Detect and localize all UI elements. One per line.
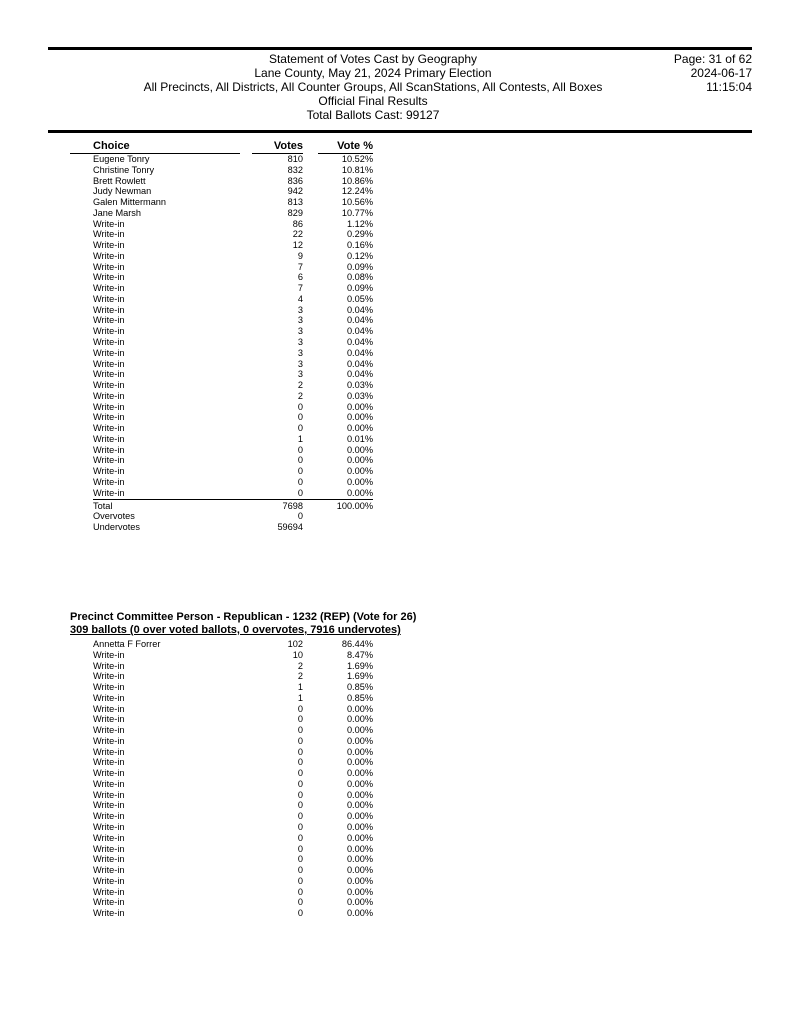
election-name: Lane County, May 21, 2024 Primary Election xyxy=(254,66,492,80)
choice-name: Write-in xyxy=(93,240,125,251)
vote-percent: 0.00% xyxy=(346,412,373,423)
results-status: Official Final Results xyxy=(318,94,428,108)
choice-name: Jane Marsh xyxy=(93,207,142,218)
vote-percent: 0.04% xyxy=(346,358,373,369)
choice-name: Write-in xyxy=(93,875,125,886)
table-row xyxy=(0,348,800,359)
vote-percent: 12.24% xyxy=(341,186,373,197)
choice-name: Write-in xyxy=(93,326,125,337)
table-row xyxy=(0,522,800,533)
table-row xyxy=(0,326,800,337)
vote-percent: 0.29% xyxy=(346,229,373,240)
choice-name: Write-in xyxy=(93,455,125,466)
table-row xyxy=(0,380,800,391)
vote-count: 3 xyxy=(297,347,303,358)
vote-count: 942 xyxy=(287,186,303,197)
table-row xyxy=(0,704,800,715)
vote-count: 2 xyxy=(297,660,303,671)
choice-name: Write-in xyxy=(93,229,125,240)
vote-count: 0 xyxy=(297,832,303,843)
choice-name: Write-in xyxy=(93,897,125,908)
choice-name: Galen Mittermann xyxy=(93,197,167,208)
choice-name: Write-in xyxy=(93,369,125,380)
table-row xyxy=(0,176,800,187)
vote-count: 3 xyxy=(297,337,303,348)
vote-count: 2 xyxy=(297,671,303,682)
choice-name: Write-in xyxy=(93,261,125,272)
table-row xyxy=(0,844,800,855)
vote-percent: 0.00% xyxy=(346,444,373,455)
column-header-vote-pct: Vote % xyxy=(337,140,373,152)
choice-name: Write-in xyxy=(93,714,125,725)
table-row xyxy=(0,790,800,801)
table-row xyxy=(0,800,800,811)
vote-count: 0 xyxy=(297,865,303,876)
vote-percent: 100.00% xyxy=(336,500,373,511)
vote-percent: 0.00% xyxy=(346,401,373,412)
choice-name: Write-in xyxy=(93,380,125,391)
choice-name: Write-in xyxy=(93,682,125,693)
table-row xyxy=(0,423,800,434)
choice-name: Write-in xyxy=(93,908,125,919)
table-row xyxy=(0,455,800,466)
vote-percent: 0.00% xyxy=(346,466,373,477)
choice-name: Write-in xyxy=(93,746,125,757)
vote-count: 0 xyxy=(297,455,303,466)
vote-count: 832 xyxy=(287,164,303,175)
table-row xyxy=(0,501,800,512)
report-scope: All Precincts, All Districts, All Counter Groups, All ScanStations, All Contests, All Boxes xyxy=(143,80,603,94)
vote-count: 0 xyxy=(297,800,303,811)
table-row xyxy=(0,511,800,522)
choice-name: Write-in xyxy=(93,789,125,800)
vote-percent: 1.69% xyxy=(346,660,373,671)
vote-count: 7 xyxy=(297,283,303,294)
column-header-votes: Votes xyxy=(273,140,303,152)
vote-count: 0 xyxy=(297,757,303,768)
choice-name: Write-in xyxy=(93,283,125,294)
vote-count: 0 xyxy=(297,886,303,897)
table-row xyxy=(0,661,800,672)
choice-name: Write-in xyxy=(93,660,125,671)
vote-percent: 0.12% xyxy=(346,250,373,261)
table-row xyxy=(0,833,800,844)
table-row xyxy=(0,359,800,370)
vote-count: 0 xyxy=(297,511,303,522)
choice-name: Write-in xyxy=(93,412,125,423)
vote-count: 0 xyxy=(297,789,303,800)
vote-percent: 0.85% xyxy=(346,682,373,693)
vote-count: 0 xyxy=(297,811,303,822)
vote-percent: 0.00% xyxy=(346,476,373,487)
table-row xyxy=(0,154,800,165)
choice-name: Write-in xyxy=(93,649,125,660)
choice-name: Write-in xyxy=(93,703,125,714)
choice-name: Annetta F Forrer xyxy=(93,639,161,649)
choice-name: Write-in xyxy=(93,347,125,358)
vote-percent: 0.00% xyxy=(346,778,373,789)
vote-count: 3 xyxy=(297,304,303,315)
table-row xyxy=(0,208,800,219)
vote-percent: 0.00% xyxy=(346,865,373,876)
choice-name: Write-in xyxy=(93,466,125,477)
table-row xyxy=(0,714,800,725)
table-row xyxy=(0,391,800,402)
choice-name: Write-in xyxy=(93,401,125,412)
vote-percent: 0.00% xyxy=(346,735,373,746)
vote-percent: 0.00% xyxy=(346,832,373,843)
table-row xyxy=(0,865,800,876)
table-row xyxy=(0,251,800,262)
vote-count: 1 xyxy=(297,682,303,693)
vote-count: 6 xyxy=(297,272,303,283)
vote-count: 0 xyxy=(297,423,303,434)
vote-count: 0 xyxy=(297,822,303,833)
vote-count: 810 xyxy=(287,154,303,164)
vote-count: 0 xyxy=(297,854,303,865)
table-row xyxy=(0,477,800,488)
vote-count: 0 xyxy=(297,908,303,919)
choice-name: Write-in xyxy=(93,832,125,843)
choice-name: Write-in xyxy=(93,854,125,865)
vote-count: 1 xyxy=(297,692,303,703)
choice-name: Total xyxy=(93,500,113,511)
choice-name: Write-in xyxy=(93,272,125,283)
vote-percent: 0.00% xyxy=(346,703,373,714)
vote-count: 22 xyxy=(292,229,303,240)
vote-percent: 0.04% xyxy=(346,337,373,348)
choice-name: Judy Newman xyxy=(93,186,152,197)
choice-name: Write-in xyxy=(93,735,125,746)
choice-name: Write-in xyxy=(93,476,125,487)
table-row xyxy=(0,725,800,736)
vote-count: 0 xyxy=(297,843,303,854)
table-row xyxy=(0,650,800,661)
choice-name: Eugene Tonry xyxy=(93,154,150,164)
vote-count: 0 xyxy=(297,444,303,455)
report-time: 11:15:04 xyxy=(706,80,752,94)
vote-percent: 0.03% xyxy=(346,380,373,391)
vote-percent: 0.00% xyxy=(346,854,373,865)
vote-percent: 10.56% xyxy=(341,197,373,208)
page-number: Page: 31 of 62 xyxy=(673,52,752,66)
choice-name: Write-in xyxy=(93,671,125,682)
choice-name: Write-in xyxy=(93,337,125,348)
table-row xyxy=(0,445,800,456)
total-ballots-cast: Total Ballots Cast: 99127 xyxy=(306,108,440,122)
vote-percent: 0.00% xyxy=(346,897,373,908)
vote-percent: 0.08% xyxy=(346,272,373,283)
vote-count: 10 xyxy=(292,649,303,660)
choice-name: Overvotes xyxy=(93,511,135,522)
table-row xyxy=(0,887,800,898)
table-row xyxy=(0,811,800,822)
vote-percent: 10.52% xyxy=(341,154,373,164)
vote-percent: 0.03% xyxy=(346,390,373,401)
vote-percent: 0.00% xyxy=(346,843,373,854)
contest1-results-table xyxy=(0,154,800,499)
header-top-rule xyxy=(48,47,752,50)
vote-count: 3 xyxy=(297,315,303,326)
table-row xyxy=(0,197,800,208)
choice-name: Write-in xyxy=(93,444,125,455)
vote-count: 86 xyxy=(292,218,303,229)
choice-name: Write-in xyxy=(93,433,125,444)
vote-count: 3 xyxy=(297,358,303,369)
vote-count: 0 xyxy=(297,746,303,757)
table-row xyxy=(0,779,800,790)
vote-percent: 0.00% xyxy=(346,789,373,800)
table-row xyxy=(0,272,800,283)
table-row xyxy=(0,768,800,779)
vote-count: 102 xyxy=(287,639,303,649)
table-row xyxy=(0,747,800,758)
choice-name: Write-in xyxy=(93,811,125,822)
table-row xyxy=(0,434,800,445)
vote-count: 0 xyxy=(297,735,303,746)
vote-percent: 0.04% xyxy=(346,347,373,358)
vote-percent: 0.04% xyxy=(346,315,373,326)
vote-percent: 0.01% xyxy=(346,433,373,444)
contest1-totals-table xyxy=(0,501,800,533)
vote-percent: 1.69% xyxy=(346,671,373,682)
choice-name: Write-in xyxy=(93,725,125,736)
vote-percent: 0.00% xyxy=(346,487,373,498)
table-row xyxy=(0,229,800,240)
vote-count: 836 xyxy=(287,175,303,186)
vote-count: 12 xyxy=(292,240,303,251)
vote-count: 0 xyxy=(297,703,303,714)
vote-percent: 0.00% xyxy=(346,423,373,434)
vote-percent: 0.00% xyxy=(346,886,373,897)
table-row xyxy=(0,315,800,326)
vote-percent: 0.00% xyxy=(346,757,373,768)
vote-count: 0 xyxy=(297,778,303,789)
choice-name: Write-in xyxy=(93,692,125,703)
choice-name: Write-in xyxy=(93,768,125,779)
table-row xyxy=(0,294,800,305)
table-row xyxy=(0,876,800,887)
table-row xyxy=(0,240,800,251)
choice-name: Christine Tonry xyxy=(93,164,155,175)
vote-percent: 0.85% xyxy=(346,692,373,703)
vote-percent: 0.04% xyxy=(346,326,373,337)
vote-percent: 0.00% xyxy=(346,822,373,833)
vote-percent: 0.05% xyxy=(346,293,373,304)
choice-name: Write-in xyxy=(93,315,125,326)
vote-percent: 10.77% xyxy=(341,207,373,218)
vote-count: 0 xyxy=(297,412,303,423)
choice-name: Write-in xyxy=(93,822,125,833)
vote-count: 1 xyxy=(297,433,303,444)
table-row xyxy=(0,736,800,747)
vote-percent: 0.09% xyxy=(346,283,373,294)
table-row xyxy=(0,693,800,704)
table-row xyxy=(0,186,800,197)
table-row xyxy=(0,854,800,865)
choice-name: Write-in xyxy=(93,757,125,768)
vote-count: 7 xyxy=(297,261,303,272)
vote-percent: 0.04% xyxy=(346,304,373,315)
table-row xyxy=(0,488,800,499)
vote-percent: 0.00% xyxy=(346,800,373,811)
table-row xyxy=(0,283,800,294)
choice-name: Write-in xyxy=(93,304,125,315)
table-row xyxy=(0,337,800,348)
vote-percent: 0.00% xyxy=(346,725,373,736)
vote-count: 0 xyxy=(297,487,303,498)
vote-count: 0 xyxy=(297,897,303,908)
vote-percent: 0.00% xyxy=(346,455,373,466)
table-row xyxy=(0,671,800,682)
vote-percent: 0.00% xyxy=(346,714,373,725)
vote-count: 0 xyxy=(297,401,303,412)
vote-count: 0 xyxy=(297,714,303,725)
header-bottom-rule xyxy=(48,130,752,133)
vote-count: 829 xyxy=(287,207,303,218)
column-header-choice: Choice xyxy=(93,140,130,152)
vote-count: 2 xyxy=(297,380,303,391)
vote-count: 0 xyxy=(297,466,303,477)
choice-name: Write-in xyxy=(93,250,125,261)
vote-percent: 10.81% xyxy=(341,164,373,175)
vote-count: 0 xyxy=(297,875,303,886)
vote-count: 59694 xyxy=(277,522,303,533)
vote-percent: 86.44% xyxy=(341,639,373,649)
vote-count: 3 xyxy=(297,326,303,337)
choice-name: Write-in xyxy=(93,390,125,401)
vote-percent: 1.12% xyxy=(346,218,373,229)
table-row xyxy=(0,412,800,423)
table-row xyxy=(0,908,800,919)
table-row xyxy=(0,402,800,413)
vote-count: 2 xyxy=(297,390,303,401)
table-row xyxy=(0,897,800,908)
vote-percent: 8.47% xyxy=(346,649,373,660)
vote-count: 0 xyxy=(297,725,303,736)
choice-name: Write-in xyxy=(93,358,125,369)
choice-name: Write-in xyxy=(93,800,125,811)
report-title: Statement of Votes Cast by Geography xyxy=(268,52,478,66)
table-row xyxy=(0,639,800,650)
vote-percent: 0.16% xyxy=(346,240,373,251)
choice-name: Write-in xyxy=(93,487,125,498)
choice-name: Write-in xyxy=(93,843,125,854)
vote-percent: 0.00% xyxy=(346,768,373,779)
table-row xyxy=(0,466,800,477)
vote-percent: 0.04% xyxy=(346,369,373,380)
contest-ballot-summary: 309 ballots (0 over voted ballots, 0 overvotes, 7916 undervotes) xyxy=(70,624,401,636)
vote-percent: 0.00% xyxy=(346,875,373,886)
table-row xyxy=(0,262,800,273)
choice-name: Write-in xyxy=(93,218,125,229)
vote-count: 813 xyxy=(287,197,303,208)
table-row xyxy=(0,822,800,833)
vote-percent: 10.86% xyxy=(341,175,373,186)
choice-name: Write-in xyxy=(93,293,125,304)
choice-name: Write-in xyxy=(93,423,125,434)
choice-name: Write-in xyxy=(93,778,125,789)
table-row xyxy=(0,369,800,380)
vote-count: 0 xyxy=(297,768,303,779)
choice-name: Write-in xyxy=(93,886,125,897)
vote-percent: 0.00% xyxy=(346,746,373,757)
table-row xyxy=(0,219,800,230)
vote-count: 3 xyxy=(297,369,303,380)
vote-percent: 0.09% xyxy=(346,261,373,272)
vote-percent: 0.00% xyxy=(346,908,373,919)
table-row xyxy=(0,682,800,693)
vote-count: 7698 xyxy=(282,500,303,511)
report-date: 2024-06-17 xyxy=(690,66,752,80)
vote-count: 0 xyxy=(297,476,303,487)
vote-count: 9 xyxy=(297,250,303,261)
choice-name: Write-in xyxy=(93,865,125,876)
choice-name: Undervotes xyxy=(93,522,140,533)
vote-percent: 0.00% xyxy=(346,811,373,822)
table-row xyxy=(0,165,800,176)
contest2-results-table xyxy=(0,639,800,919)
contest-title: Precinct Committee Person - Republican - 1232 (REP) (Vote for 26) xyxy=(70,611,417,623)
table-row xyxy=(0,305,800,316)
vote-count: 4 xyxy=(297,293,303,304)
table-row xyxy=(0,757,800,768)
choice-name: Brett Rowlett xyxy=(93,175,146,186)
